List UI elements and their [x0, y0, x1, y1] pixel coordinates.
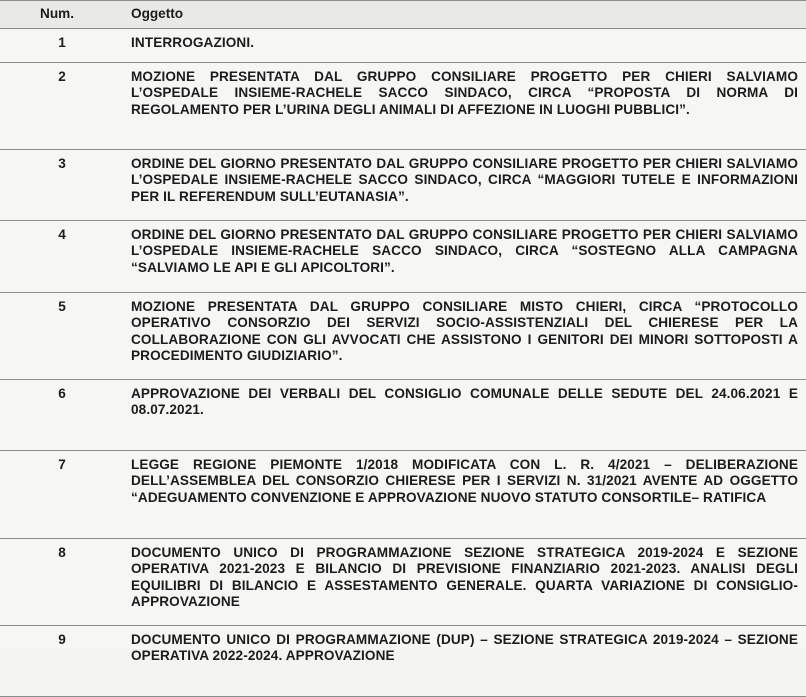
- item-number: 2: [0, 63, 124, 150]
- item-number: 1: [0, 29, 124, 63]
- item-object: DOCUMENTO UNICO DI PROGRAMMAZIONE SEZIONE STRATEGICA 2019-2024 E SEZIONE OPERATIVA 2021-2023 E BILANCIO DI PREVISIONE FINANZIARIO 2021-2023. ANALISI DEGLI EQUILIBRI DI BILANCIO E ASSESTAMENTO GENERALE. QUARTA VARIAZIONE DI CONSIGLIO- APPROVAZIONE: [124, 539, 806, 626]
- item-number: 8: [0, 539, 124, 626]
- agenda-row: [0, 29, 806, 63]
- item-object: MOZIONE PRESENTATA DAL GRUPPO CONSILIARE MISTO CHIERI, CIRCA “PROTOCOLLO OPERATIVO CONSORZIO DEI SERVIZI SOCIO-ASSISTENZIALI DEL CHIERESE PER LA COLLABORAZIONE CON GLI AVVOCATI CHE ASSISTONO I GENITORI DEI MINORI SOTTOPOSTI A PROCEDIMENTO GIUDIZIARIO”.: [124, 293, 806, 380]
- item-number: 3: [0, 150, 124, 221]
- agenda-row: [0, 293, 806, 380]
- item-object: LEGGE REGIONE PIEMONTE 1/2018 MODIFICATA CON L. R. 4/2021 – DELIBERAZIONE DELL’ASSEMBLEA DEL CONSORZIO CHIERESE PER I SERVIZI N. 31/2021 AVENTE AD OGGETTO “ADEGUAMENTO CONVENZIONE E APPROVAZIONE NUOVO STATUTO CONSORTILE– RATIFICA: [124, 451, 806, 539]
- item-number: 9: [0, 626, 124, 697]
- agenda-row: [0, 150, 806, 221]
- item-number: 5: [0, 293, 124, 380]
- agenda-row: [0, 626, 806, 697]
- agenda-row: [0, 380, 806, 451]
- item-number: 7: [0, 451, 124, 539]
- item-number: 4: [0, 221, 124, 293]
- item-object: APPROVAZIONE DEI VERBALI DEL CONSIGLIO COMUNALE DELLE SEDUTE DEL 24.06.2021 E 08.07.2021.: [124, 380, 806, 451]
- item-object: INTERROGAZIONI.: [124, 29, 806, 63]
- column-header-object: Oggetto: [124, 1, 806, 29]
- item-object: MOZIONE PRESENTATA DAL GRUPPO CONSILIARE PROGETTO PER CHIERI SALVIAMO L’OSPEDALE INSIEME-RACHELE SACCO SINDACO, CIRCA “PROPOSTA DI NORMA DI REGOLAMENTO PER L’URINA DEGLI ANIMALI DI AFFEZIONE IN LUOGHI PUBBLICI”.: [124, 63, 806, 150]
- agenda-row: [0, 63, 806, 150]
- agenda-row: [0, 451, 806, 539]
- agenda-header-row: [0, 1, 806, 29]
- item-object: DOCUMENTO UNICO DI PROGRAMMAZIONE (DUP) – SEZIONE STRATEGICA 2019-2024 – SEZIONE OPERATIVA 2022-2024. APPROVAZIONE: [124, 626, 806, 697]
- agenda-row: [0, 221, 806, 293]
- item-number: 6: [0, 380, 124, 451]
- agenda-row: [0, 539, 806, 626]
- column-header-num: Num.: [0, 1, 124, 29]
- item-object: ORDINE DEL GIORNO PRESENTATO DAL GRUPPO CONSILIARE PROGETTO PER CHIERI SALVIAMO L’OSPEDALE INSIEME-RACHELE SACCO SINDACO, CIRCA “MAGGIORI TUTELE E INFORMAZIONI PER IL REFERENDUM SULL’EUTANASIA”.: [124, 150, 806, 221]
- item-object: ORDINE DEL GIORNO PRESENTATO DAL GRUPPO CONSILIARE PROGETTO PER CHIERI SALVIAMO L’OSPEDALE INSIEME-RACHELE SACCO SINDACO, CIRCA “SOSTEGNO ALLA CAMPAGNA “SALVIAMO LE API E GLI APICOLTORI”.: [124, 221, 806, 293]
